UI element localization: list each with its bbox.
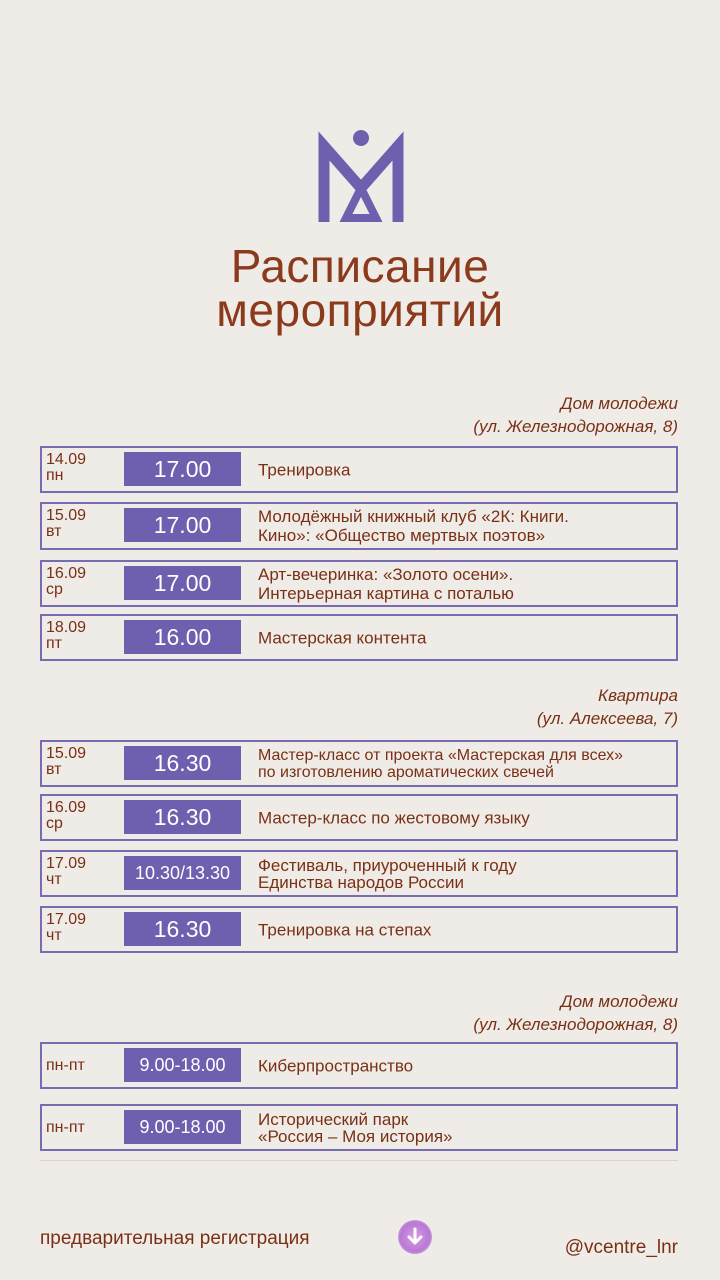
event-date: 17.09 чт [46,855,87,888]
event-row[interactable] [40,614,678,661]
event-date: 18.09 пт [46,619,87,652]
venue-name: Квартира [598,686,678,705]
event-title: Мастерская контента [258,628,427,647]
event-row[interactable] [40,906,678,953]
event-row[interactable] [40,794,678,841]
event-title: Арт-вечеринка: «Золото осени». Интерьерная картина с поталью [258,564,514,603]
event-title: Тренировка на степах [258,920,432,939]
venue-address: (ул. Алексеева, 7) [536,709,678,728]
venue-header [473,990,678,1036]
event-time: 16.30 [124,746,241,780]
event-time: 17.00 [124,452,241,486]
event-time: 16.00 [124,620,241,654]
venue-header [537,684,678,730]
page-title [0,240,720,336]
event-row[interactable] [40,740,678,787]
event-time: 9.00-18.00 [124,1048,241,1082]
event-title: Мастер-класс по жестовому языку [258,808,530,827]
event-title: Киберпространство [258,1056,414,1075]
venue-header [473,392,678,438]
logo-icon [316,126,406,226]
event-row[interactable] [40,502,678,550]
divider [40,1160,678,1161]
event-row[interactable] [40,446,678,493]
event-title: Фестиваль, приуроченный к году Единства народов России [258,855,517,892]
event-time: 17.00 [124,566,241,600]
event-date: 17.09 чт [46,911,87,944]
venue-address: (ул. Железнодорожная, 8) [473,1015,678,1034]
event-date: пн-пт [46,1056,85,1074]
event-date: 16.09 ср [46,799,87,832]
event-row[interactable] [40,850,678,897]
registration-note: предварительная регистрация [40,1228,310,1249]
event-row[interactable] [40,1104,678,1151]
event-row[interactable] [40,1042,678,1089]
event-title: Молодёжный книжный клуб «2К: Книги. Кино»: «Общество мертвых поэтов» [258,507,569,545]
event-time: 16.30 [124,912,241,946]
event-date: пн-пт [46,1118,85,1136]
arrow-down-icon[interactable] [398,1220,432,1254]
venue-address: (ул. Железнодорожная, 8) [473,417,678,436]
event-date: 16.09 ср [46,565,87,598]
event-date: 14.09 пн [46,451,87,484]
event-time: 10.30/13.30 [124,856,241,890]
event-date: 15.09 вт [46,507,87,540]
event-time: 16.30 [124,800,241,834]
event-title: Исторический парк «Россия – Моя история» [258,1109,453,1146]
event-title: Мастер-класс от проекта «Мастерская для всех» по изготовлению ароматических свечей [258,746,624,781]
event-row[interactable] [40,560,678,607]
event-time: 9.00-18.00 [124,1110,241,1144]
social-handle[interactable]: @vcentre_lnr [564,1237,678,1258]
event-date: 15.09 вт [46,745,87,778]
title-line-2: мероприятий [216,284,504,336]
venue-name: Дом молодежи [560,394,678,413]
event-time: 17.00 [124,508,241,542]
title-line-1: Расписание [230,240,490,292]
event-title: Тренировка [258,460,351,479]
venue-name: Дом молодежи [560,992,678,1011]
